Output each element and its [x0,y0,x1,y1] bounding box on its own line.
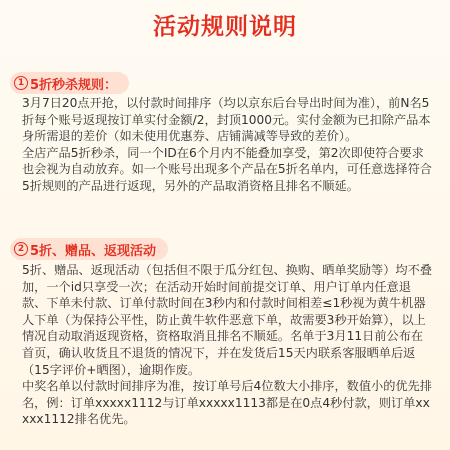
page-title: 活动规则说明 [153,14,297,40]
circled-number-icon: 2 [14,242,28,256]
section-heading-flash-sale [10,72,129,94]
rule-paragraph: 5折、赠品、返现活动（包括但不限于瓜分红包、换购、晒单奖励等）均不叠加，一个id只享受一次；在活动开始时间前提交订单、用户订单内任意退款、下单未付款、订单付款时间在3秒内和付款时间相差≤1秒视为黄牛机器人下单（为保持公平性，防止黄牛软件恶意下单，故需要3秒开始算），以上情况自动取消返现资格，资格取消且排名不顺延。名单于3月11日前公布在首页，确认收货且不退货的情况下，并在发货后15天内联系客服晒单后返（15字评价+晒图），逾期作废。 [22,263,432,377]
section-body-flash-sale [22,95,432,195]
circled-number-icon: 1 [14,76,28,90]
section-heading-label: 5折、赠品、返现活动 [30,243,157,259]
rule-paragraph: 全店产品5折秒杀，同一个ID在6个月内不能叠加享受，第2次即使符合要求也会视为自动放弃。如一个账号出现多个产品在5折名单内，可任意选择符合5折规则的产品进行返现，另外的产品取消资格且排名不顺延。 [22,145,432,193]
section-heading-gift-cashback [10,238,168,260]
section-body-gift-cashback [22,262,432,428]
rule-paragraph: 3月7日20点开抢，以付款时间排序（均以京东后台导出时间为准），前N名5折每个账号返现按订单实付金额/2，封顶1000元。实付金额为已扣除产品本身所需退的差价（如未使用优惠券、店铺满减等导致的差价）。 [22,96,431,144]
rule-paragraph: 中奖名单以付款时间排序为准，按订单号后4位数大小排序，数值小的优先排名，例：订单xxxxx1112与订单xxxxx1113都是在0点4秒付款，则订单xxxxx1112排名优先。 [22,379,432,427]
section-heading-label: 5折秒杀规则： [30,77,118,93]
